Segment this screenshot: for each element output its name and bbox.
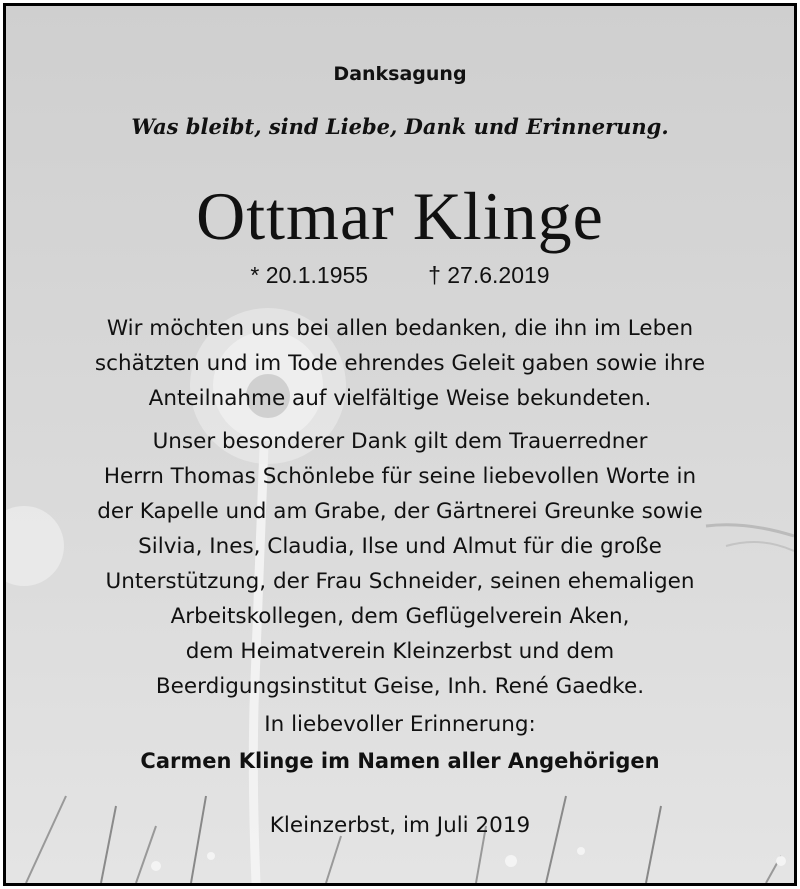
text-line: Silvia, Ines, Claudia, Ilse und Almut für die große — [138, 534, 662, 559]
death-date: † 27.6.2019 — [428, 262, 550, 288]
text-line: Herrn Thomas Schönlebe für seine liebevollen Worte in — [103, 464, 697, 489]
death-notice — [3, 3, 797, 886]
text-line: Arbeitskollegen, dem Geflügelverein Aken, — [170, 604, 630, 629]
text-line: schätzten und im Tode ehrendes Geleit gaben sowie ihre — [94, 351, 706, 376]
text-line: der Kapelle und am Grabe, der Gärtnerei Greunke sowie — [97, 499, 703, 524]
notice-motto: Was bleibt, sind Liebe, Dank und Erinnerung. — [131, 114, 669, 139]
life-dates — [6, 260, 794, 290]
signature: Carmen Klinge im Namen aller Angehörigen — [140, 749, 660, 773]
notice-heading: Danksagung — [333, 63, 467, 85]
thanks-paragraph-1 — [6, 311, 794, 416]
text-line: Unser besonderer Dank gilt dem Trauerredner — [152, 429, 648, 454]
place-and-date: Kleinzerbst, im Juli 2019 — [269, 813, 531, 838]
thanks-paragraph-2 — [6, 424, 794, 704]
birth-date: * 20.1.1955 — [250, 262, 369, 288]
text-line: dem Heimatverein Kleinzerbst und dem — [185, 639, 615, 664]
text-line: Beerdigungsinstitut Geise, Inh. René Gaedke. — [155, 674, 645, 699]
text-line: Unterstützung, der Frau Schneider, seinen ehemaligen — [105, 569, 695, 594]
text-line: Anteilnahme auf vielfältige Weise bekundeten. — [148, 386, 652, 411]
closing-line: In liebevoller Erinnerung: — [264, 712, 536, 737]
deceased-name: Ottmar Klinge — [196, 178, 604, 254]
text-line: Wir möchten uns bei allen bedanken, die ihn im Leben — [106, 316, 694, 341]
